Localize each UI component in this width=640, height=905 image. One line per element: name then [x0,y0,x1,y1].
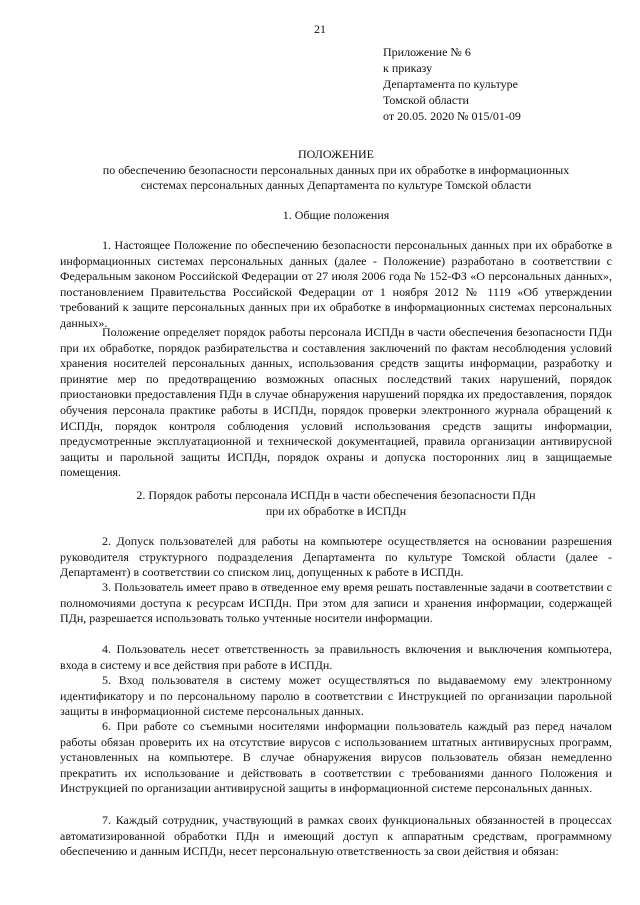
page-number: 21 [314,22,326,36]
paragraph-7: 7. Каждый сотрудник, участвующий в рамках своих функциональных обязанностей в процессах автоматизированной обработки ПДн и имеющий доступ к аппаратным средствам, программному обеспечению и данным ИСПДн, несет персональную ответственность за свои действия и обязан: [60,813,612,859]
appendix-line: Приложение № 6 [383,45,471,59]
paragraph-5: 5. Вход пользователя в систему может осуществляться по выдаваемому ему электронному идентификатору и по персональному паролю в соответствии с Инструкцией по организации парольной защиты в информационной системе персональных данных. [60,673,612,719]
section-heading-1: 1. Общие положения [282,208,390,222]
section-heading-2-line: при их обработке в ИСПДн [265,503,407,518]
appendix-line: Департамента по культуре [383,77,518,91]
document-subtitle-line: системах персональных данных Департамента по культуре Томской области [140,178,532,192]
paragraph-scope: Положение определяет порядок работы персонала ИСПДн в части обеспечения безопасности ПДн при их обработке, порядок разбирательства и составления заключений по фактам несоблюдения условий хранения носителей персональных данных, использования средств защиты информации, разработку и принятие мер по предотвращению возможных опасных последствий таких нарушений, порядок приостановки предоставления ПДн в случае обнаружения нарушений порядка их предоставления, порядок обучения персонала практике работы в ИСПДн, порядок проверки электронного журнала обращений к ИСПДн, порядок контроля соблюдения условий использования средств защиты информации, предусмотренные эксплуатационной и технической документацией, правила организации антивирусной защиты и парольной защиты ИСПДн, порядок охраны и допуска посторонних лиц в защищаемые помещения. [60,325,612,480]
paragraph-3: 3. Пользователь имеет право в отведенное ему время решать поставленные задачи в соответствии с полномочиями доступа к ресурсам ИСПДн. При этом для записи и хранения информации, содержащей ПДн, разрешается использовать только учтенные носители информации. [60,580,612,626]
section-heading-2-line: 2. Порядок работы персонала ИСПДн в части обеспечения безопасности ПДн [136,488,536,502]
appendix-line: от 20.05. 2020 № 015/01-09 [383,109,521,123]
section-heading-2 [60,488,612,519]
paragraph-6: 6. При работе со съемными носителями информации пользователь каждый раз перед началом работы обязан проверить их на отсутствие вирусов с использованием штатных антивирусных программ, установленных на компьютере. В случае обнаружения вирусов пользователь обязан немедленно прекратить их использование и действовать в соответствии с требованиями данного Положения и Инструкцией по организации антивирусной защиты в информационной системе персональных данных. [60,719,612,796]
paragraph-4: 4. Пользователь несет ответственность за правильность включения и выключения компьютера, входа в систему и все действия при работе в ИСПДн. [60,642,612,672]
document-title: ПОЛОЖЕНИЕ [298,147,374,161]
document-title-block [60,147,612,194]
appendix-line: Томской области [383,93,469,107]
document-subtitle-line: по обеспечению безопасности персональных данных при их обработке в информационных [102,162,570,177]
appendix-block [383,44,521,124]
appendix-line: к приказу [383,61,433,75]
paragraph-1: 1. Настоящее Положение по обеспечению безопасности персональных данных при их обработке в информационных системах персональных данных (далее - Положение) разработано в соответствии с Федеральным законом Российской Федерации от 27 июля 2006 года № 152-ФЗ «О персональных данных», постановлением Правительства Российской Федерации от 1 ноября 2012 № 1119 «Об утверждении требований к защите персональных данных при их обработке в информационных системах персональных данных». [60,238,612,330]
paragraph-2: 2. Допуск пользователей для работы на компьютере осуществляется на основании разрешения руководителя структурного подразделения Департамента по культуре Томской области (далее - Департамент) в соответствии со списком лиц, допущенных к работе в ИСПДн. [60,534,612,580]
